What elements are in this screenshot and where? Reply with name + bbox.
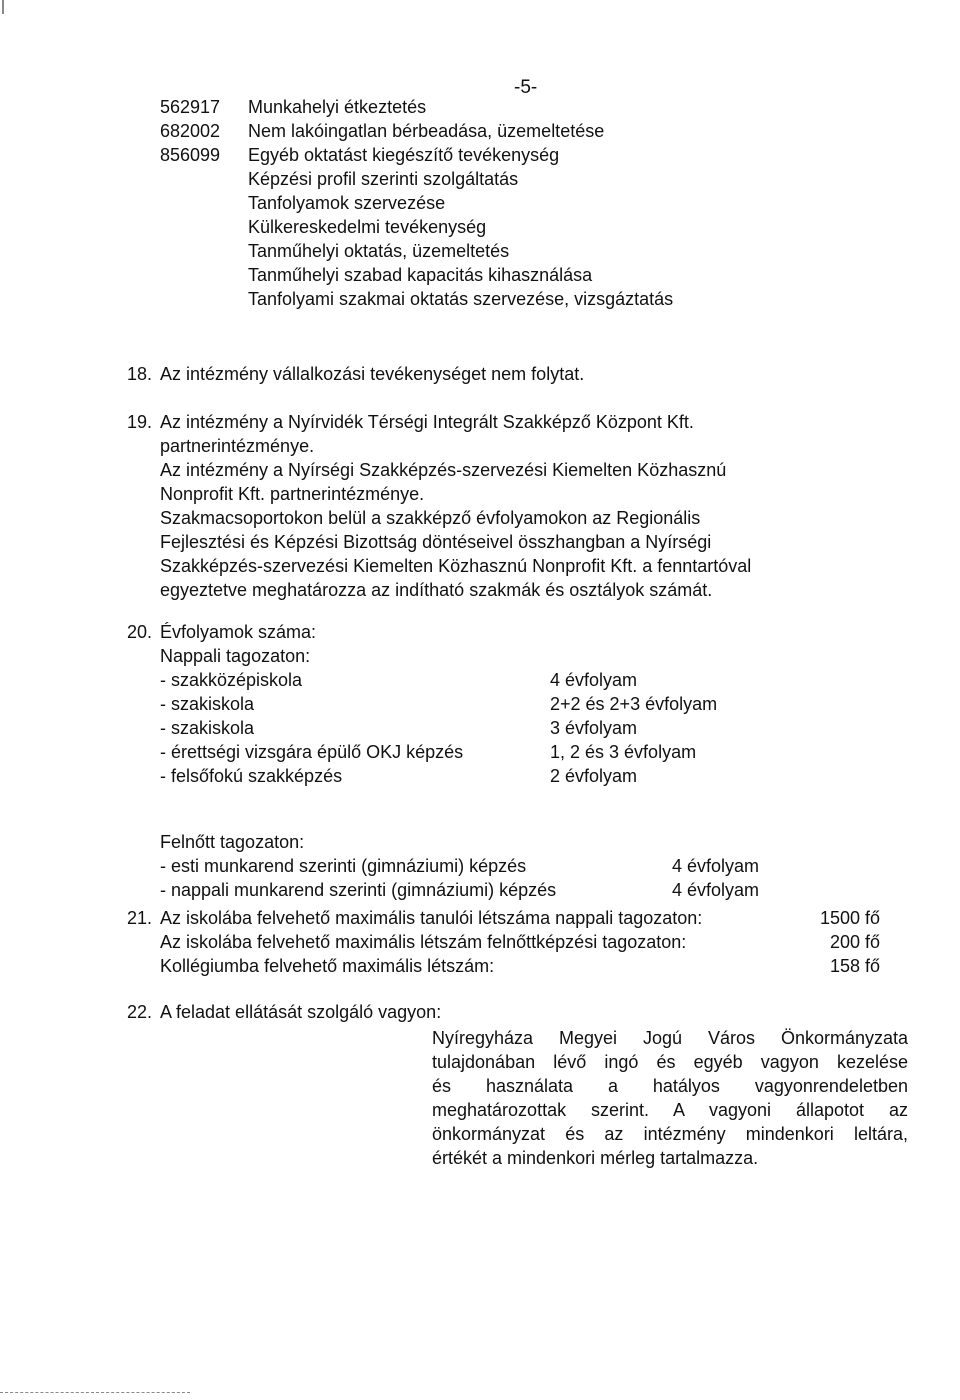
- asset-line: Nyíregyháza Megyei Jogú Város Önkormányzata: [432, 1028, 908, 1048]
- activity-row: [160, 143, 880, 167]
- adult-program-label: Felnőtt tagozaton:: [160, 832, 305, 852]
- activity-code: 562917: [160, 97, 221, 117]
- activity-name: Képzési profil szerinti szolgáltatás: [248, 169, 519, 189]
- program-years: 4 évfolyam: [550, 670, 638, 690]
- activity-list: [160, 95, 880, 311]
- program-name: - nappali munkarend szerinti (gimnáziumi) képzés: [160, 880, 557, 900]
- program-years: 4 évfolyam: [672, 880, 760, 900]
- program-name: - szakiskola: [160, 694, 255, 714]
- section-line: Az intézmény a Nyírvidék Térségi Integrált Szakképző Központ Kft.: [160, 412, 694, 432]
- section-line: Az intézmény a Nyírségi Szakképzés-szervezési Kiemelten Közhasznú: [160, 460, 727, 480]
- activity-row: [160, 239, 880, 263]
- program-name: - esti munkarend szerinti (gimnáziumi) képzés: [160, 856, 527, 876]
- section-title: Évfolyamok száma:: [160, 622, 317, 642]
- section-line: Fejlesztési és Képzési Bizottság döntéseivel összhangban a Nyírségi: [160, 532, 712, 552]
- section-number: 18.: [127, 364, 153, 384]
- activity-code: [160, 167, 248, 191]
- activity-row: [160, 287, 880, 311]
- activity-name: Munkahelyi étkeztetés: [248, 97, 427, 117]
- activity-name: Tanfolyami szakmai oktatás szervezése, vizsgáztatás: [248, 289, 674, 309]
- capacity-label: Az iskolába felvehető maximális tanulói létszáma nappali tagozaton:: [160, 908, 703, 928]
- asset-line: meghatározottak szerint. A vagyoni állapotot az: [432, 1100, 908, 1120]
- section-line: egyeztetve meghatározza az indítható szakmák és osztályok számát.: [160, 580, 713, 600]
- asset-line: önkormányzat és az intézmény mindenkori leltára,: [432, 1124, 908, 1144]
- year-count-row: [160, 764, 860, 788]
- year-count-row: [160, 716, 860, 740]
- year-count-row: [160, 668, 860, 692]
- section-text: Az intézmény vállalkozási tevékenységet nem folytat.: [160, 364, 585, 384]
- capacity-value: 1500 fő: [819, 908, 880, 928]
- activity-code: [160, 215, 248, 239]
- year-count-row: [160, 854, 860, 878]
- activity-row: [160, 167, 880, 191]
- activity-code: 856099: [160, 145, 221, 165]
- scan-mark: [2, 0, 4, 14]
- section-20: [127, 620, 847, 902]
- program-years: 1, 2 és 3 évfolyam: [550, 742, 697, 762]
- program-name: - érettségi vizsgára épülő OKJ képzés: [160, 742, 464, 762]
- capacity-row: [160, 906, 880, 930]
- program-name: - szakközépiskola: [160, 670, 303, 690]
- activity-code: [160, 263, 248, 287]
- activity-name: Egyéb oktatást kiegészítő tevékenység: [248, 145, 560, 165]
- activity-row: [160, 215, 880, 239]
- activity-row: [160, 119, 880, 143]
- capacity-label: Az iskolába felvehető maximális létszám felnőttképzési tagozaton:: [160, 932, 687, 952]
- asset-description: [432, 1026, 908, 1170]
- capacity-row: [160, 954, 880, 978]
- activity-code: [160, 191, 248, 215]
- asset-line: tulajdonában lévő ingó és egyéb vagyon kezelése: [432, 1052, 908, 1072]
- year-count-row: [160, 692, 860, 716]
- capacity-row: [160, 930, 880, 954]
- program-years: 2+2 és 2+3 évfolyam: [550, 694, 718, 714]
- activity-code: 682002: [160, 121, 221, 141]
- section-line: partnerintézménye.: [160, 436, 315, 456]
- activity-name: Külkereskedelmi tevékenység: [248, 217, 487, 237]
- activity-row: [160, 263, 880, 287]
- section-number: 21.: [127, 908, 153, 928]
- activity-name: Tanfolyamok szervezése: [248, 193, 446, 213]
- section-line: Nonprofit Kft. partnerintézménye.: [160, 484, 425, 504]
- year-count-row: [160, 740, 860, 764]
- capacity-label: Kollégiumba felvehető maximális létszám:: [160, 956, 495, 976]
- activity-code: [160, 287, 248, 311]
- page-number: -5-: [514, 77, 538, 98]
- program-years: 4 évfolyam: [672, 856, 760, 876]
- program-years: 3 évfolyam: [550, 718, 638, 738]
- section-number: 19.: [127, 412, 153, 432]
- asset-line: értékét a mindenkori mérleg tartalmazza.: [432, 1148, 759, 1168]
- activity-row: [160, 95, 880, 119]
- capacity-value: 158 fő: [829, 956, 880, 976]
- program-name: - felsőfokú szakképzés: [160, 766, 343, 786]
- program-years: 2 évfolyam: [550, 766, 638, 786]
- asset-line: és használata a hatályos vagyonrendeletben: [432, 1076, 908, 1096]
- section-title: A feladat ellátását szolgáló vagyon:: [160, 1002, 442, 1022]
- capacity-value: 200 fő: [829, 932, 880, 952]
- section-19: [127, 410, 847, 602]
- section-number: 22.: [127, 1002, 153, 1022]
- day-program-label: Nappali tagozaton:: [160, 646, 311, 666]
- section-22: [127, 1000, 847, 1024]
- year-count-row: [160, 878, 860, 902]
- section-number: 20.: [127, 622, 153, 642]
- activity-row: [160, 191, 880, 215]
- section-21: [127, 906, 887, 978]
- activity-name: Tanműhelyi szabad kapacitás kihasználása: [248, 265, 593, 285]
- scan-mark: [0, 1392, 190, 1394]
- program-name: - szakiskola: [160, 718, 255, 738]
- section-18: [127, 362, 847, 386]
- section-line: Szakmacsoportokon belül a szakképző évfolyamokon az Regionális: [160, 508, 701, 528]
- activity-code: [160, 239, 248, 263]
- section-line: Szakképzés-szervezési Kiemelten Közhasznú Nonprofit Kft. a fenntartóval: [160, 556, 752, 576]
- activity-name: Tanműhelyi oktatás, üzemeltetés: [248, 241, 510, 261]
- activity-name: Nem lakóingatlan bérbeadása, üzemeltetése: [248, 121, 605, 141]
